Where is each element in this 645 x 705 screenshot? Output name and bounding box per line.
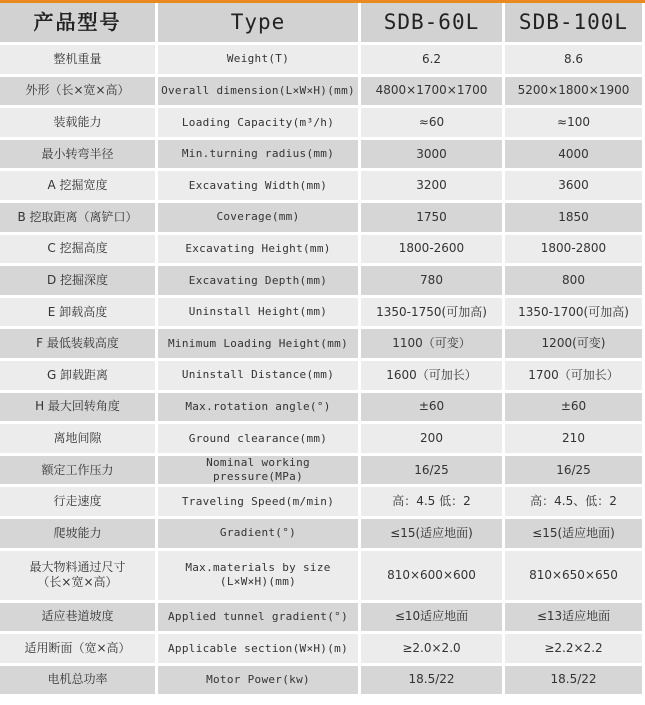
value-60l: ≤15(适应地面) xyxy=(361,519,502,548)
value-60l: ≈60 xyxy=(361,108,502,137)
value-100l: 8.6 xyxy=(505,45,642,74)
param-name-en: Max.materials by size (L×W×H)(mm) xyxy=(158,551,358,600)
value-60l: 1600（可加长） xyxy=(361,361,502,390)
value-60l: 1750 xyxy=(361,203,502,232)
param-name-cn: 适用断面（宽×高） xyxy=(0,634,155,663)
param-name-cn: 适应巷道坡度 xyxy=(0,603,155,632)
value-100l: 16/25 xyxy=(505,456,642,485)
table-row xyxy=(0,603,645,635)
value-100l: 1850 xyxy=(505,203,642,232)
param-name-en: Excavating Depth(mm) xyxy=(158,266,358,295)
param-name-cn: 行走速度 xyxy=(0,487,155,516)
value-100l: ≤13适应地面 xyxy=(505,603,642,632)
value-60l: 3000 xyxy=(361,140,502,169)
value-60l: 810×600×600 xyxy=(361,551,502,600)
param-name-en: Coverage(mm) xyxy=(158,203,358,232)
table-row xyxy=(0,77,645,109)
value-100l: 800 xyxy=(505,266,642,295)
value-100l: ±60 xyxy=(505,393,642,422)
param-name-cn: F 最低装载高度 xyxy=(0,329,155,358)
param-name-cn: 整机重量 xyxy=(0,45,155,74)
header-model-label: 产品型号 xyxy=(0,3,155,42)
param-name-en: Applicable section(W×H)(m) xyxy=(158,634,358,663)
value-100l: ≤15(适应地面) xyxy=(505,519,642,548)
param-name-cn: 装载能力 xyxy=(0,108,155,137)
param-name-cn: 电机总功率 xyxy=(0,666,155,695)
value-60l: ≤10适应地面 xyxy=(361,603,502,632)
param-name-en: Loading Capacity(m³/h) xyxy=(158,108,358,137)
value-60l: ≥2.0×2.0 xyxy=(361,634,502,663)
value-60l: 4800×1700×1700 xyxy=(361,77,502,106)
header-model-100l: SDB-100L xyxy=(505,3,642,42)
param-name-cn: 离地间隙 xyxy=(0,424,155,453)
table-row xyxy=(0,424,645,456)
value-60l: 1100（可变） xyxy=(361,329,502,358)
table-row xyxy=(0,487,645,519)
table-row xyxy=(0,140,645,172)
param-name-en: Minimum Loading Height(mm) xyxy=(158,329,358,358)
param-name-cn: 外形（长×宽×高） xyxy=(0,77,155,106)
param-name-en: Excavating Height(mm) xyxy=(158,235,358,264)
table-body xyxy=(0,45,645,697)
value-60l: 3200 xyxy=(361,171,502,200)
table-row xyxy=(0,666,645,698)
value-100l: 1800-2800 xyxy=(505,235,642,264)
param-name-en: Motor Power(kw) xyxy=(158,666,358,695)
param-name-cn: H 最大回转角度 xyxy=(0,393,155,422)
table-row xyxy=(0,456,645,488)
header-model-60l: SDB-60L xyxy=(361,3,502,42)
value-60l: 高：4.5 低：2 xyxy=(361,487,502,516)
value-100l: 高：4.5、低：2 xyxy=(505,487,642,516)
value-100l: ≥2.2×2.2 xyxy=(505,634,642,663)
param-name-en: Gradient(°) xyxy=(158,519,358,548)
param-name-en: Applied tunnel gradient(°) xyxy=(158,603,358,632)
param-name-cn: A 挖掘宽度 xyxy=(0,171,155,200)
value-100l: 810×650×650 xyxy=(505,551,642,600)
value-100l: 3600 xyxy=(505,171,642,200)
param-name-en: Uninstall Distance(mm) xyxy=(158,361,358,390)
param-name-en: Excavating Width(mm) xyxy=(158,171,358,200)
param-name-cn: C 挖掘高度 xyxy=(0,235,155,264)
value-60l: 18.5/22 xyxy=(361,666,502,695)
spec-table xyxy=(0,3,645,697)
header-type-label: Type xyxy=(158,3,358,42)
value-60l: 780 xyxy=(361,266,502,295)
table-row xyxy=(0,298,645,330)
table-row xyxy=(0,266,645,298)
value-60l: 6.2 xyxy=(361,45,502,74)
param-name-cn: D 挖掘深度 xyxy=(0,266,155,295)
table-row xyxy=(0,519,645,551)
table-row xyxy=(0,634,645,666)
value-60l: ±60 xyxy=(361,393,502,422)
value-100l: 1350-1700(可加高) xyxy=(505,298,642,327)
value-60l: 1350-1750(可加高) xyxy=(361,298,502,327)
param-name-en: Weight(T) xyxy=(158,45,358,74)
value-100l: 1200(可变) xyxy=(505,329,642,358)
param-name-cn: 最大物料通过尺寸 （长×宽×高） xyxy=(0,551,155,600)
table-row xyxy=(0,551,645,603)
param-name-cn: B 挖取距离（离铲口） xyxy=(0,203,155,232)
table-row xyxy=(0,45,645,77)
value-100l: 5200×1800×1900 xyxy=(505,77,642,106)
param-name-cn: 额定工作压力 xyxy=(0,456,155,485)
param-name-cn: E 卸载高度 xyxy=(0,298,155,327)
param-name-en: Overall dimension(L×W×H)(mm) xyxy=(158,77,358,106)
table-row xyxy=(0,171,645,203)
param-name-cn: 爬坡能力 xyxy=(0,519,155,548)
table-row xyxy=(0,329,645,361)
param-name-cn: 最小转弯半径 xyxy=(0,140,155,169)
param-name-en: Max.rotation angle(°) xyxy=(158,393,358,422)
value-100l: ≈100 xyxy=(505,108,642,137)
param-name-en: Min.turning radius(mm) xyxy=(158,140,358,169)
value-60l: 1800-2600 xyxy=(361,235,502,264)
value-100l: 18.5/22 xyxy=(505,666,642,695)
value-100l: 210 xyxy=(505,424,642,453)
value-100l: 4000 xyxy=(505,140,642,169)
value-60l: 200 xyxy=(361,424,502,453)
table-row xyxy=(0,361,645,393)
table-header-row xyxy=(0,3,645,45)
table-row xyxy=(0,203,645,235)
value-100l: 1700（可加长） xyxy=(505,361,642,390)
table-row xyxy=(0,235,645,267)
table-row xyxy=(0,108,645,140)
param-name-cn: G 卸载距离 xyxy=(0,361,155,390)
table-row xyxy=(0,393,645,425)
param-name-en: Ground clearance(mm) xyxy=(158,424,358,453)
param-name-en: Nominal working pressure(MPa) xyxy=(158,456,358,485)
param-name-en: Uninstall Height(mm) xyxy=(158,298,358,327)
param-name-en: Traveling Speed(m/min) xyxy=(158,487,358,516)
value-60l: 16/25 xyxy=(361,456,502,485)
